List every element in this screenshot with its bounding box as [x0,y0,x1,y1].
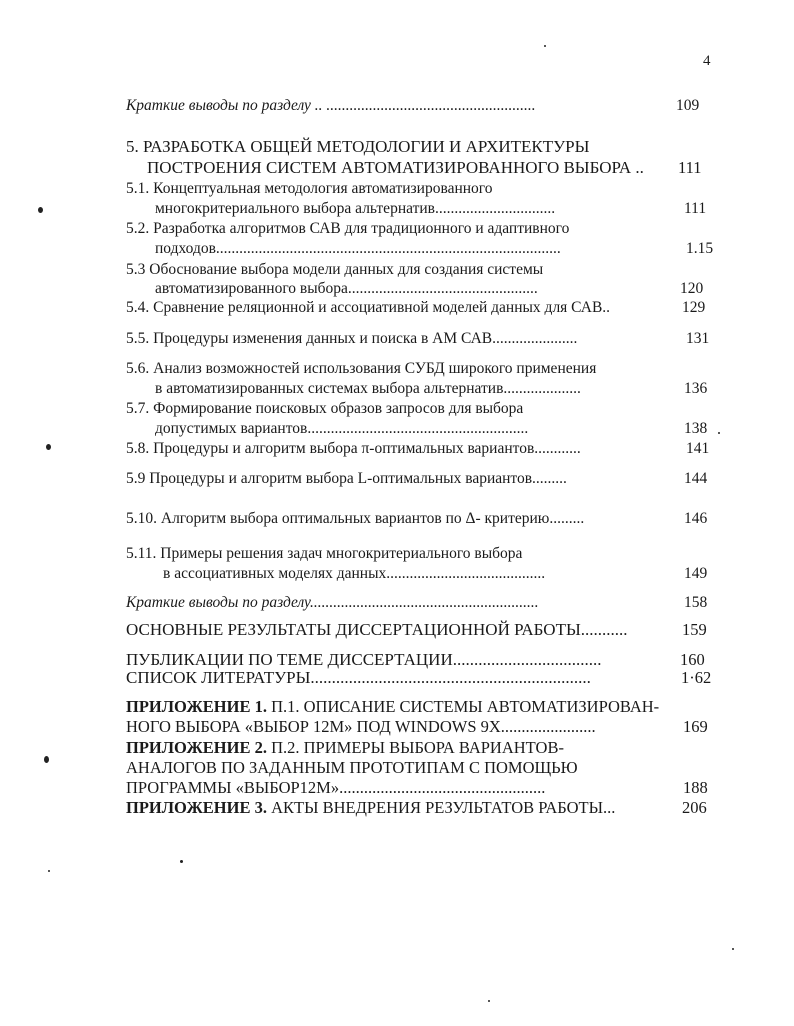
appendix-entry [126,697,659,717]
scan-speck [44,756,49,763]
toc-page-number: 159 [682,620,707,639]
scan-speck [732,948,734,950]
toc-page-number: 1·62 [681,668,712,687]
toc-entry-text: ПУБЛИКАЦИИ ПО ТЕМЕ ДИССЕРТАЦИИ................................... [126,650,602,669]
page-number: 4 [703,53,711,69]
toc-page-number: 1.15 [686,240,714,257]
chapter-title: ПОСТРОЕНИЯ СИСТЕМ АВТОМАТИЗИРОВАННОГО ВЫБОРА .. [147,158,644,177]
appendix-title: АКТЫ ВНЕДРЕНИЯ РЕЗУЛЬТАТОВ РАБОТЫ... [266,798,616,817]
toc-entry-text: в ассоциативных моделях данных......................................... [163,565,546,582]
toc-entry-text: Краткие выводы по разделу........................................................... [126,594,539,611]
scan-speck [488,1000,490,1002]
toc-page-number: 188 [683,778,708,797]
scan-speck [544,45,546,47]
scan-speck [46,444,51,450]
toc-entry-text: 5.9 Процедуры и алгоритм выбора L-оптимальных вариантов......... [126,470,567,487]
toc-page-number: 138 [684,420,708,437]
appendix-title: П.1. ОПИСАНИЕ СИСТЕМЫ АВТОМАТИЗИРОВАН- [266,697,660,716]
toc-page-number: 169 [683,717,708,736]
toc-entry-text: 5.3 Обоснование выбора модели данных для создания системы [126,261,544,278]
toc-page-number: 129 [682,299,706,316]
appendix-entry [126,798,615,818]
toc-page-number: 136 [684,380,708,397]
toc-entry-text: 5.7. Формирование поисковых образов запросов для выбора [126,400,524,417]
toc-entry-text: НОГО ВЫБОРА «ВЫБОР 12М» ПОД WINDOWS 9X....................... [126,717,596,736]
toc-entry-text: 5.1. Концептуальная методология автоматизированного [126,180,493,197]
toc-entry-text: в автоматизированных системах выбора альтернатив.................... [155,380,581,397]
toc-page-number: 109 [676,97,700,114]
toc-page-number: 111 [678,158,702,177]
chapter-title: 5. РАЗРАБОТКА ОБЩЕЙ МЕТОДОЛОГИИ И АРХИТЕКТУРЫ [126,137,590,156]
appendix-entry [126,738,564,758]
toc-page-number: 206 [682,798,707,817]
appendix-label: ПРИЛОЖЕНИЕ 2. [126,738,267,757]
appendix-title: П.2. ПРИМЕРЫ ВЫБОРА ВАРИАНТОВ- [266,738,564,757]
toc-page-number: 146 [684,510,708,527]
toc-page-number: 111 [684,200,707,217]
toc-page-number: 158 [684,594,708,611]
toc-page-number: 120 [680,280,704,297]
toc-entry-text: СПИСОК ЛИТЕРАТУРЫ.................................................................. [126,668,591,687]
toc-entry-text: 5.8. Процедуры и алгоритм выбора π-оптимальных вариантов............ [126,440,581,457]
toc-page-number: 149 [684,565,708,582]
toc-entry-text: 5.10. Алгоритм выбора оптимальных вариантов по Δ- критерию......... [126,510,585,527]
scan-speck [48,870,50,872]
scan-speck [718,432,720,434]
toc-entry-text: ОСНОВНЫЕ РЕЗУЛЬТАТЫ ДИССЕРТАЦИОННОЙ РАБОТЫ........... [126,620,628,639]
toc-entry-text: 5.6. Анализ возможностей использования СУБД широкого применения [126,360,597,377]
toc-entry-text: 5.11. Примеры решения задач многокритериального выбора [126,545,523,562]
toc-entry-text: подходов......................................................................................... [155,240,561,257]
toc-entry-text: многокритериального выбора альтернатив............................... [155,200,556,217]
toc-entry-text: автоматизированного выбора................................................. [155,280,538,297]
toc-page-number: 160 [680,650,705,669]
scan-speck [38,207,43,213]
toc-entry-text: 5.2. Разработка алгоритмов САВ для традиционного и адаптивного [126,220,570,237]
toc-entry-text: 5.4. Сравнение реляционной и ассоциативной моделей данных для САВ.. [126,299,611,316]
appendix-label: ПРИЛОЖЕНИЕ 3. [126,798,267,817]
toc-entry-text: АНАЛОГОВ ПО ЗАДАННЫМ ПРОТОТИПАМ С ПОМОЩЬЮ [126,758,578,777]
toc-entry-text: 5.5. Процедуры изменения данных и поиска в АМ САВ...................... [126,330,578,347]
toc-entry-text: ПРОГРАММЫ «ВЫБОР12М».................................................. [126,778,546,797]
toc-page-number: 144 [684,470,708,487]
toc-entry-text: допустимых вариантов......................................................... [155,420,529,437]
scan-speck [180,860,183,863]
appendix-label: ПРИЛОЖЕНИЕ 1. [126,697,267,716]
toc-page-number: 131 [686,330,710,347]
toc-entry-text: Краткие выводы по разделу .. ...................................................... [126,97,536,114]
toc-page-number: 141 [686,440,710,457]
